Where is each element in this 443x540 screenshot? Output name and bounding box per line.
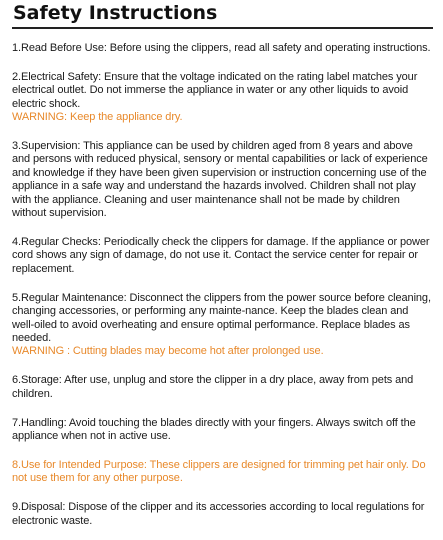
instruction-supervision (12, 140, 433, 220)
instruction-handling (12, 417, 433, 444)
instruction-electrical-safety (12, 71, 433, 125)
instruction-text: 1.Read Before Use: Before using the clippers, read all safety and operating instructions. (12, 42, 431, 54)
warning-text: WARNING: Keep the appliance dry. (12, 111, 183, 124)
instruction-text: 7.Handling: Avoid touching the blades directly with your fingers. Always switch off the appliance when not in active use. (12, 416, 416, 442)
instruction-regular-maintenance (12, 292, 433, 359)
instruction-text: 4.Regular Checks: Periodically check the clippers for damage. If the appliance or power cord shows any sign of damage, do not use it. Contact the service center for repair or replacement. (12, 235, 430, 275)
instruction-text: 2.Electrical Safety: Ensure that the voltage indicated on the rating label matches your electrical outlet. Do not immerse the appliance in water or any other liquids to avoid electric shock. (12, 70, 418, 110)
instruction-text: 3.Supervision: This appliance can be used by children aged from 8 years and above and persons with reduced physical, sensory or mental capabilities or lack of experience and knowledge if they have been given supervision or instruction concerning use of the appliance in a safe way and understand the hazards involved. Children shall not play with the appliance. Cleaning and user maintenance shall not be made by children without supervision. (12, 140, 428, 220)
instruction-text: 6.Storage: After use, unplug and store the clipper in a dry place, away from pets and children. (12, 374, 414, 400)
instruction-intended-purpose (12, 459, 433, 486)
warning-text: WARNING : Cutting blades may become hot after prolonged use. (12, 345, 324, 358)
instruction-read-before-use (12, 42, 433, 55)
instruction-text: 5.Regular Maintenance: Disconnect the clippers from the power source before cleaning, changing accessories, or performing any mainte-nance. Keep the blades clean and well-oiled to avoid overheating and ensure optimal performance. Replace blades as needed. (12, 291, 431, 344)
warning-text: 8.Use for Intended Purpose: These clippers are designed for trimming pet hair only. Do not use them for any other purpose. (12, 458, 426, 485)
page-title: Safety Instructions (13, 2, 218, 24)
instruction-regular-checks (12, 236, 433, 276)
instruction-text: 9.Disposal: Dispose of the clipper and its accessories according to local regulations for electronic waste. (12, 501, 425, 527)
title-divider (12, 27, 433, 29)
instruction-storage (12, 374, 433, 401)
instructions-list (12, 42, 433, 528)
instruction-disposal (12, 501, 433, 528)
